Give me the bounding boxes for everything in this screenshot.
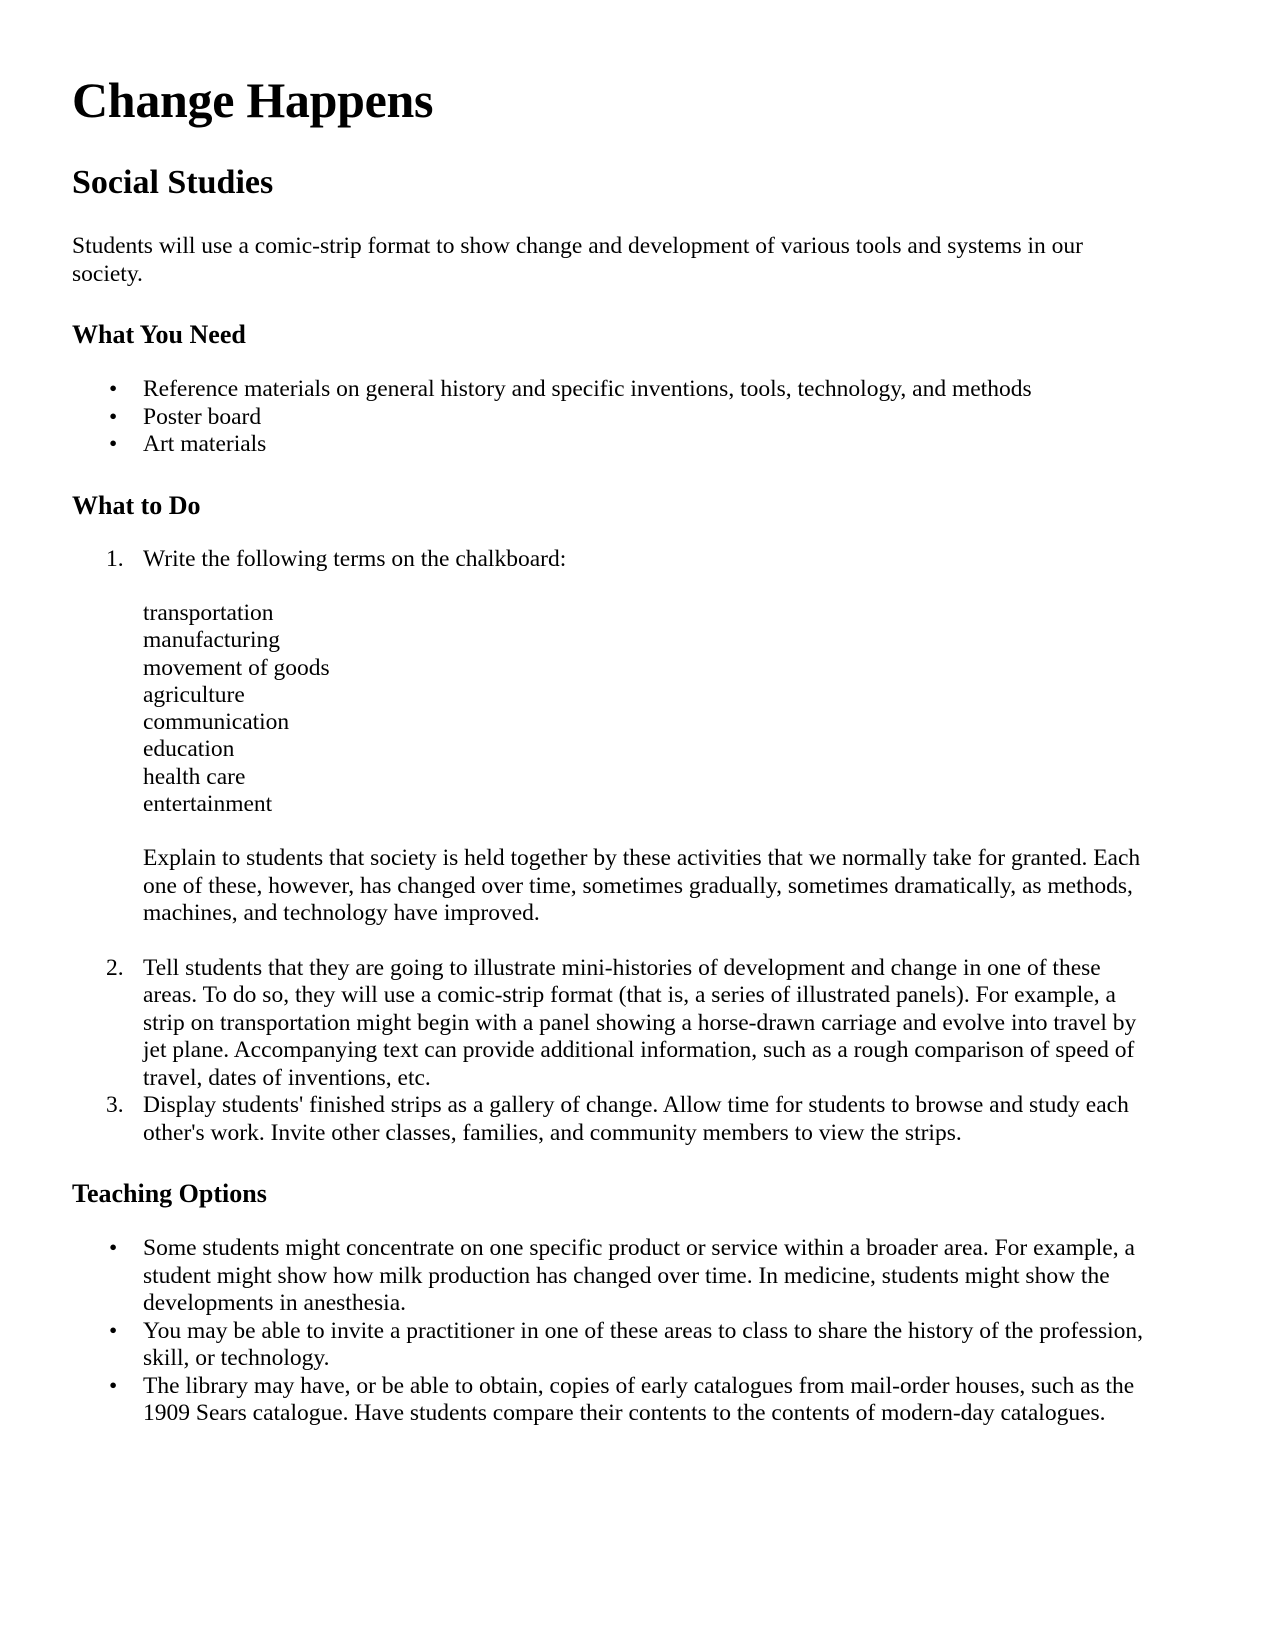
steps-list — [72, 546, 1202, 1148]
list-item-text: Some students might concentrate on one specific product or service within a broader area. For example, a student might show how milk production has changed over time. In medicine, students might show the developments in anesthesia. — [143, 1235, 1135, 1317]
step-number: 3. — [106, 1092, 124, 1119]
page-title: Change Happens — [72, 72, 434, 128]
bullet-marker: • — [109, 431, 118, 457]
term: movement of goods — [143, 654, 330, 681]
step-text: Tell students that they are going to illustrate mini-histories of development and change in one of these areas. To do so, they will use a comic-strip format (that is, a series of illustrated panels). For example, a strip on transportation might begin with a panel showing a horse-drawn carriage and evolve into travel by jet plane. Accompanying text can provide additional information, such as a rough comparison of speed of travel, dates of inventions, etc. — [143, 954, 1137, 1091]
bullet-marker: • — [109, 403, 118, 430]
need-list — [72, 376, 1202, 459]
intro-paragraph: Students will use a comic-strip format to show change and development of various tools and systems in our society. — [72, 233, 1083, 287]
terms-list — [143, 600, 1202, 818]
term: manufacturing — [143, 627, 281, 654]
step-number: 1. — [106, 545, 124, 572]
term: communication — [143, 709, 290, 736]
step-item — [72, 955, 1202, 1093]
list-item-text: You may be able to invite a practitioner in one of these areas to class to share the history of the profession, skill, or technology. — [143, 1317, 1144, 1372]
term: education — [143, 736, 235, 763]
step-item — [72, 1092, 1202, 1147]
term: transportation — [143, 600, 274, 626]
document-page — [72, 68, 1202, 1428]
list-item — [72, 376, 1202, 404]
section-heading-teaching-options: Teaching Options — [72, 1179, 267, 1209]
step-explanation: Explain to students that society is held together by these activities that we normally take for granted. Each one of these, however, has changed over time, sometimes gradually, sometimes dramatically, as methods, machines, and technology have improved. — [143, 845, 1141, 927]
section-heading-what-you-need: What You Need — [72, 320, 246, 349]
list-item-text: Poster board — [143, 403, 262, 430]
step-number: 2. — [106, 954, 124, 981]
list-item — [72, 1235, 1202, 1318]
bullet-marker: • — [109, 1235, 118, 1262]
list-item-text: The library may have, or be able to obtain, copies of early catalogues from mail-order houses, such as the 1909 Sears catalogue. Have students compare their contents to the contents of modern-day catalogues. — [143, 1372, 1135, 1427]
options-list — [72, 1235, 1202, 1428]
page-subtitle: Social Studies — [72, 164, 274, 201]
step-item — [72, 546, 1202, 928]
list-item — [72, 1373, 1202, 1428]
term: entertainment — [143, 791, 273, 818]
step-text: Display students' finished strips as a gallery of change. Allow time for students to browse and study each other's work. Invite other classes, families, and community members to view the strips. — [143, 1092, 1129, 1146]
list-item — [72, 1318, 1202, 1373]
list-item — [72, 431, 1202, 459]
list-item — [72, 404, 1202, 432]
list-item-text: Art materials — [143, 431, 267, 457]
bullet-marker: • — [109, 1317, 118, 1344]
bullet-marker: • — [109, 1372, 118, 1399]
step-text: Write the following terms on the chalkboard: — [143, 545, 567, 572]
bullet-marker: • — [109, 376, 118, 402]
list-item-text: Reference materials on general history and specific inventions, tools, technology, and methods — [143, 376, 1032, 402]
section-heading-what-to-do: What to Do — [72, 490, 201, 520]
term: health care — [143, 763, 246, 790]
term: agriculture — [143, 681, 245, 708]
